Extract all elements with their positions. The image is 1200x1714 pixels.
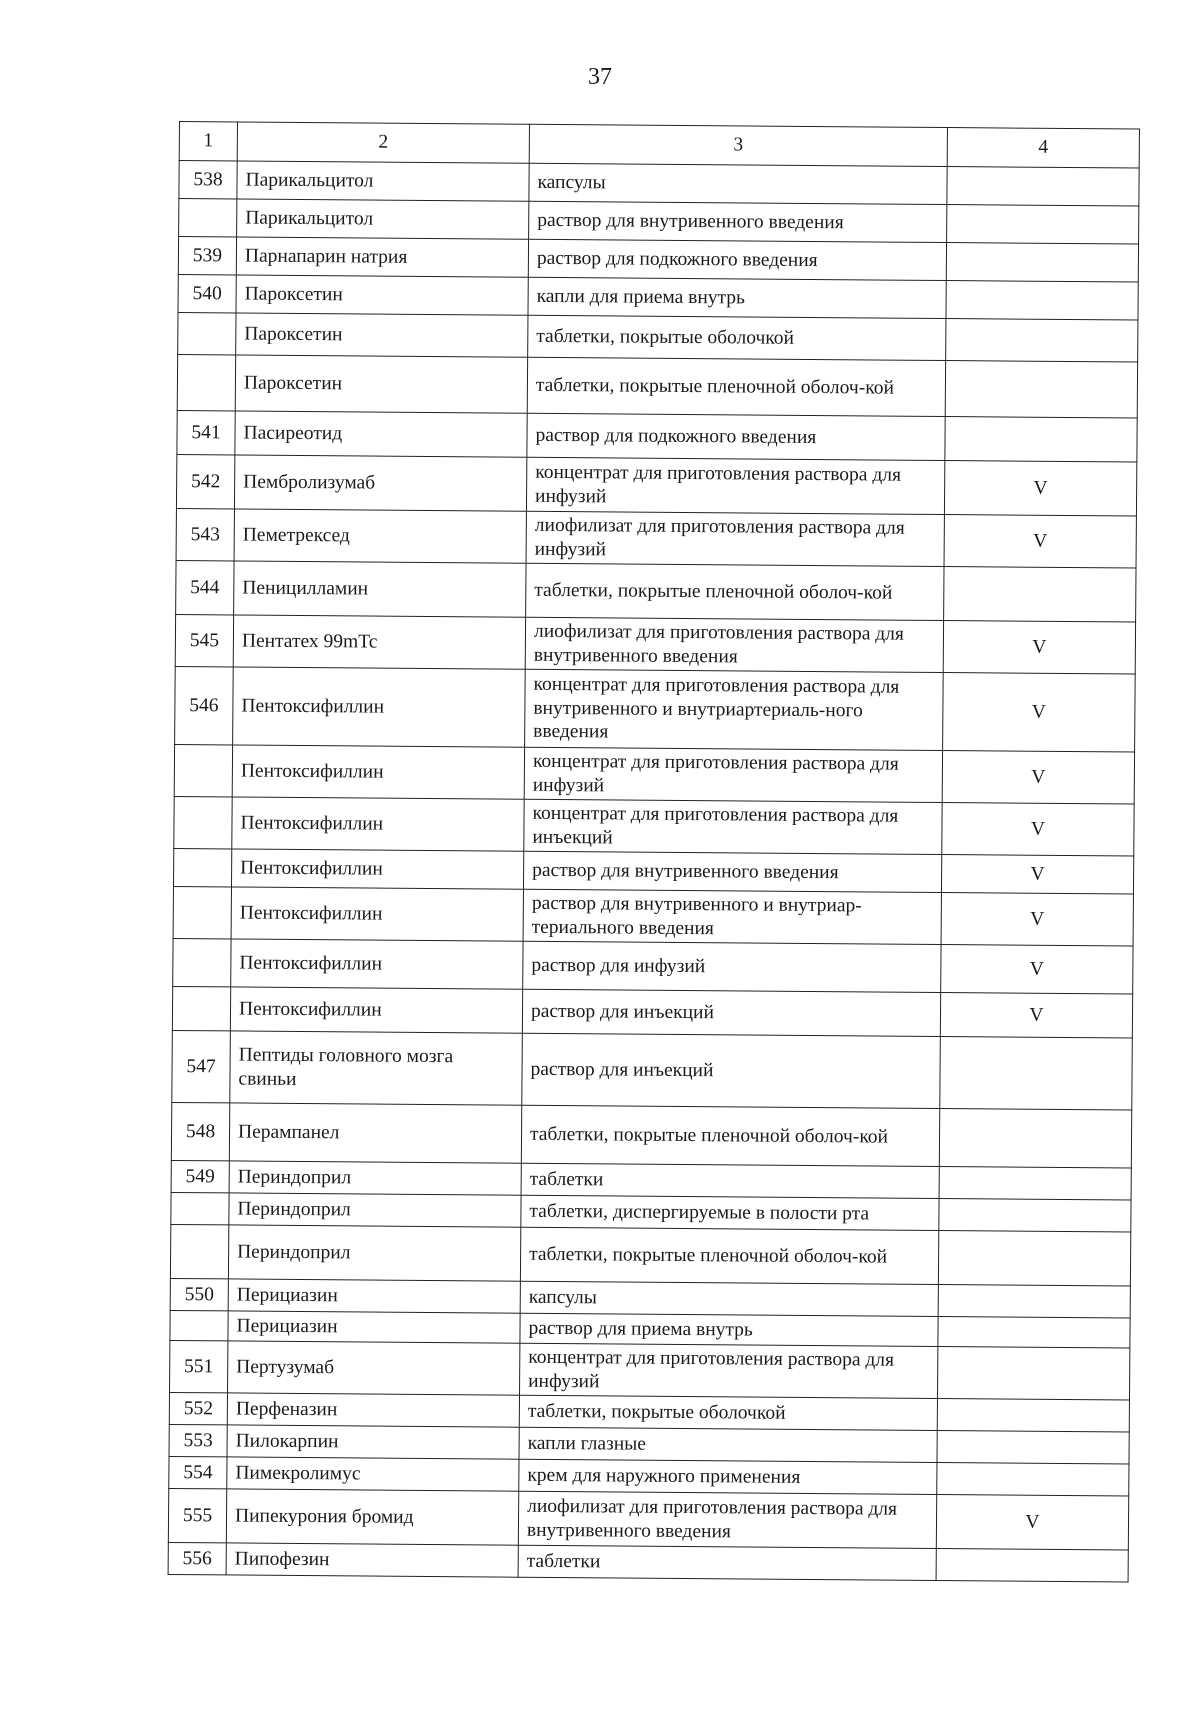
dosage-form-cell: раствор для инфузий [523, 941, 941, 992]
drug-name-cell: Периндоприл [228, 1225, 520, 1281]
drug-name-cell: Пентоксифиллин [232, 797, 524, 851]
dosage-form-cell: таблетки, покрытые пленочной оболоч-кой [520, 1227, 938, 1284]
table-row [168, 1488, 1128, 1550]
dosage-form-cell: капли для приема внутрь [528, 277, 946, 318]
dosage-form-cell: раствор для внутривенного введения [529, 201, 947, 242]
drug-name-cell: Пентатех 99mTc [233, 615, 525, 669]
column-header-2: 2 [237, 122, 529, 163]
row-number-cell [173, 886, 231, 938]
dosage-form-cell: лиофилизат для приготовления раствора для внутривенного введения [525, 617, 943, 672]
dosage-form-cell: концентрат для приготовления раствора для инфузий [520, 1343, 938, 1398]
dosage-form-cell: раствор для подкожного введения [528, 239, 946, 280]
dosage-form-cell: концентрат для приготовления раствора для инфузий [524, 747, 942, 802]
row-number-cell: 543 [176, 508, 234, 560]
mark-cell [944, 567, 1136, 623]
drug-name-cell: Пентоксифиллин [231, 887, 523, 941]
row-number-cell [170, 1224, 228, 1278]
table-row [170, 1340, 1130, 1400]
column-header-3: 3 [529, 124, 947, 166]
dosage-form-cell: раствор для инъекций [522, 1033, 941, 1108]
row-number-cell: 551 [170, 1340, 228, 1392]
dosage-form-cell: таблетки [518, 1545, 936, 1580]
mark-cell [946, 319, 1138, 363]
drug-name-cell: Парнапарин натрия [236, 237, 528, 277]
drug-name-cell: Пароксетин [236, 313, 528, 357]
drug-name-cell: Периндоприл [229, 1161, 521, 1195]
row-number-cell: 548 [171, 1102, 229, 1160]
mark-cell [947, 205, 1139, 245]
mark-cell [946, 243, 1138, 283]
dosage-form-cell: лиофилизат для приготовления раствора для внутривенного введения [518, 1491, 936, 1548]
row-number-cell: 546 [175, 666, 234, 744]
drug-name-cell: Пасиреотид [235, 411, 527, 457]
mark-cell [938, 1231, 1130, 1287]
column-header-4: 4 [947, 128, 1139, 169]
drug-list-table [168, 121, 1140, 1583]
dosage-form-cell: капсулы [520, 1281, 938, 1316]
dosage-form-cell: раствор для внутривенного введения [523, 851, 941, 892]
drug-name-cell: Пароксетин [236, 275, 528, 315]
mark-cell: V [943, 621, 1135, 675]
page-number: 37 [588, 64, 612, 90]
mark-cell: V [941, 893, 1133, 947]
row-number-cell: 542 [176, 454, 234, 508]
drug-name-cell: Перициазин [228, 1311, 520, 1343]
row-number-cell [171, 1192, 229, 1224]
row-number-cell [172, 986, 230, 1030]
mark-cell [938, 1316, 1130, 1348]
table-row [170, 1224, 1130, 1286]
table-row [176, 508, 1136, 568]
drug-name-cell: Парикальцитол [237, 161, 529, 201]
mark-cell [945, 361, 1137, 419]
mark-cell: V [940, 993, 1132, 1039]
drug-name-cell: Пентоксифиллин [232, 745, 524, 799]
drug-name-cell: Периндоприл [229, 1193, 521, 1227]
mark-cell [947, 167, 1139, 207]
row-number-cell: 555 [168, 1488, 226, 1542]
dosage-form-cell: раствор для подкожного введения [527, 413, 945, 460]
dosage-form-cell: таблетки, диспергируемые в полости рта [521, 1195, 939, 1230]
table-row [173, 886, 1133, 946]
row-number-cell: 553 [169, 1424, 227, 1456]
drug-name-cell: Перампанел [229, 1103, 521, 1163]
table-row [173, 938, 1133, 994]
table-body [168, 161, 1139, 1582]
row-number-cell: 540 [178, 274, 236, 312]
row-number-cell [170, 1310, 228, 1340]
table-row [175, 614, 1135, 674]
dosage-form-cell: таблетки, покрытые оболочкой [519, 1395, 937, 1430]
mark-cell [940, 1037, 1133, 1111]
dosage-form-cell: капсулы [529, 163, 947, 204]
table-row [174, 796, 1134, 856]
dosage-form-cell: концентрат для приготовления раствора для внутривенного и внутриартериаль-ного введения [525, 669, 944, 750]
mark-cell [937, 1398, 1129, 1432]
mark-cell [939, 1109, 1131, 1169]
row-number-cell: 538 [179, 161, 237, 199]
mark-cell [946, 281, 1138, 321]
dosage-form-cell: раствор для внутривенного и внутриар-териального введения [523, 889, 941, 944]
table-row [177, 410, 1137, 462]
drug-name-cell: Пеницилламин [234, 561, 526, 617]
mark-cell [945, 417, 1137, 463]
dosage-form-cell: концентрат для приготовления раствора для инъекций [524, 799, 942, 854]
table-row [176, 454, 1136, 516]
drug-name-cell: Пентоксифиллин [231, 939, 523, 989]
drug-name-cell: Перициазин [228, 1279, 520, 1313]
drug-name-cell: Пеметрексед [234, 509, 526, 563]
mark-cell [938, 1285, 1130, 1319]
mark-cell: V [942, 803, 1134, 857]
dosage-form-cell: крем для наружного применения [519, 1459, 937, 1494]
dosage-form-cell: таблетки, покрытые пленочной оболоч-кой [521, 1105, 939, 1166]
row-number-cell: 547 [172, 1030, 231, 1102]
drug-name-cell: Пипофезин [226, 1543, 518, 1577]
dosage-form-cell: раствор для приема внутрь [520, 1313, 938, 1346]
mark-cell [936, 1548, 1128, 1582]
table-row [174, 744, 1134, 804]
row-number-cell [174, 744, 232, 796]
table-row [176, 560, 1136, 622]
drug-name-cell: Перфеназин [227, 1393, 519, 1427]
row-number-cell [174, 796, 232, 848]
dosage-form-cell: раствор для инъекций [522, 989, 940, 1036]
row-number-cell: 550 [170, 1278, 228, 1310]
row-number-cell [178, 312, 236, 354]
drug-name-cell: Пентоксифиллин [233, 667, 526, 747]
mark-cell: V [941, 945, 1133, 995]
row-number-cell [173, 848, 231, 886]
table-row [168, 1542, 1128, 1582]
dosage-form-cell: таблетки, покрытые оболочкой [528, 315, 946, 360]
row-number-cell [179, 199, 237, 237]
table-row [175, 666, 1136, 752]
column-header-1: 1 [179, 122, 237, 161]
row-number-cell: 539 [178, 237, 236, 275]
drug-name-cell: Пентоксифиллин [230, 987, 522, 1033]
mark-cell: V [944, 515, 1136, 569]
mark-cell [937, 1430, 1129, 1464]
dosage-form-cell: таблетки, покрытые пленочной оболоч-кой [527, 357, 945, 416]
mark-cell: V [942, 751, 1134, 805]
row-number-cell [177, 354, 235, 410]
drug-name-cell: Пертузумаб [228, 1341, 520, 1395]
mark-cell: V [936, 1494, 1128, 1550]
dosage-form-cell: лиофилизат для приготовления раствора для инфузий [526, 511, 944, 566]
table-row [172, 986, 1132, 1038]
table-row [177, 354, 1137, 418]
row-number-cell [173, 938, 231, 986]
mark-cell [939, 1199, 1131, 1233]
drug-name-cell: Пароксетин [235, 355, 527, 413]
dosage-form-cell: таблетки, покрытые пленочной оболоч-кой [526, 563, 944, 620]
dosage-form-cell: капли глазные [519, 1427, 937, 1462]
mark-cell [939, 1167, 1131, 1201]
dosage-form-cell: концентрат для приготовления раствора для инфузий [526, 457, 944, 514]
mark-cell: V [944, 461, 1136, 517]
row-number-cell: 541 [177, 410, 235, 454]
table-row [178, 312, 1138, 362]
drug-name-cell: Пембролизумаб [234, 455, 526, 511]
mark-cell: V [943, 673, 1136, 753]
row-number-cell: 549 [171, 1160, 229, 1192]
mark-cell: V [941, 855, 1133, 895]
drug-name-cell: Пипекурония бромид [226, 1489, 518, 1545]
row-number-cell: 552 [169, 1392, 227, 1424]
row-number-cell: 545 [175, 614, 233, 666]
table-row [172, 1030, 1133, 1110]
table-row [171, 1102, 1131, 1168]
dosage-form-cell: таблетки [521, 1163, 939, 1198]
row-number-cell: 554 [169, 1456, 227, 1488]
drug-name-cell: Пимекролимус [227, 1457, 519, 1491]
row-number-cell: 556 [168, 1542, 226, 1574]
drug-name-cell: Пентоксифиллин [231, 849, 523, 889]
drug-name-cell: Пептиды головного мозга свиньи [230, 1031, 523, 1105]
mark-cell [937, 1462, 1129, 1496]
drug-name-cell: Парикальцитол [237, 199, 529, 239]
mark-cell [937, 1346, 1129, 1400]
row-number-cell: 544 [176, 560, 234, 614]
drug-name-cell: Пилокарпин [227, 1425, 519, 1459]
